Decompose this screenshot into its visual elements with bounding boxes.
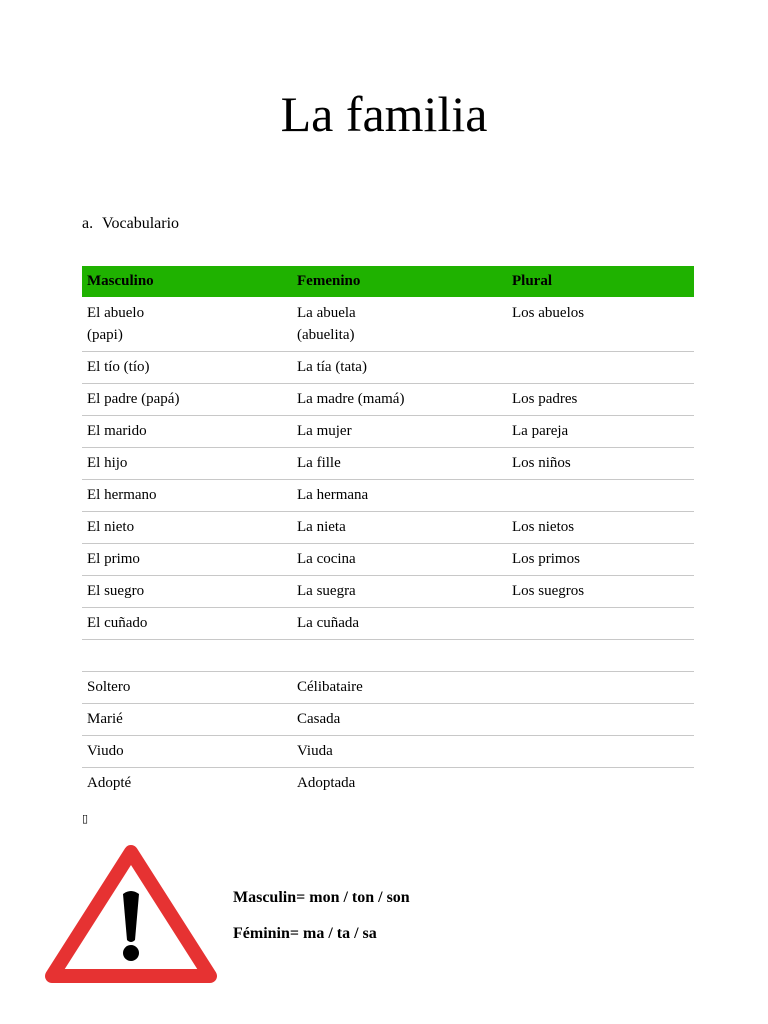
table-cell: El suegro [82, 575, 292, 607]
masculine-rule: Masculin= mon / ton / son [233, 889, 410, 906]
placeholder-glyph: ▯ [82, 812, 89, 825]
table-cell [507, 767, 694, 799]
table-cell [292, 297, 507, 351]
column-header: Plural [507, 266, 694, 297]
table-row [82, 297, 694, 351]
cell-line: El abuelo [87, 305, 145, 321]
table-cell: La madre (mamá) [292, 383, 507, 415]
table-cell: La hermana [292, 479, 507, 511]
table-cell: El tío (tío) [82, 351, 292, 383]
table-cell: Los nietos [507, 511, 694, 543]
table-cell: Viudo [82, 735, 292, 767]
cell-line: (papi) [87, 327, 123, 343]
table-cell: Los padres [507, 383, 694, 415]
table-cell: El nieto [82, 511, 292, 543]
table-cell: Los primos [507, 543, 694, 575]
feminine-rule: Féminin= ma / ta / sa [233, 925, 377, 942]
warning-triangle-icon [44, 842, 218, 985]
table-cell: La cuñada [292, 607, 507, 639]
table-cell: Adopté [87, 775, 132, 792]
table-cell: El padre (papá) [82, 383, 292, 415]
table-cell: La fille [292, 447, 507, 479]
table-cell: La cocina [292, 543, 507, 575]
section-marker: a. [82, 215, 94, 232]
table-cell: Soltero [82, 671, 292, 703]
column-header: Masculino [82, 266, 292, 297]
table-row [82, 351, 694, 383]
table-cell: Marié [82, 703, 292, 735]
table-row-empty [82, 639, 694, 671]
table-cell: El primo [82, 543, 292, 575]
table-cell: Adoptada [297, 775, 356, 792]
table-cell [507, 479, 694, 511]
table-cell [292, 639, 507, 671]
table-header-row [82, 266, 694, 297]
table-cell: Los suegros [507, 575, 694, 607]
table-row [82, 415, 694, 447]
table-row [82, 447, 694, 479]
table-cell [507, 351, 694, 383]
table-cell: La mujer [292, 415, 507, 447]
table-cell: El cuñado [82, 607, 292, 639]
table-cell: La pareja [507, 415, 694, 447]
table-cell: Viuda [292, 735, 507, 767]
table-row [82, 575, 694, 607]
table-cell [507, 639, 694, 671]
table-cell: Los niños [507, 447, 694, 479]
table-row [82, 703, 694, 735]
table-cell: Los abuelos [507, 297, 694, 351]
column-header: Femenino [292, 266, 507, 297]
table-row [82, 671, 694, 703]
table-row [82, 383, 694, 415]
section-label: Vocabulario [102, 215, 180, 232]
table-cell [507, 735, 694, 767]
table-row [82, 479, 694, 511]
page-title: La familia [280, 86, 488, 142]
table-cell [82, 639, 292, 671]
cell-line: (abuelita) [297, 327, 355, 343]
table-cell: La suegra [292, 575, 507, 607]
table-cell: El marido [82, 415, 292, 447]
cell-line: La abuela [297, 305, 356, 321]
table-row [82, 735, 694, 767]
table-cell: Casada [292, 703, 507, 735]
table-row [82, 543, 694, 575]
table-row [82, 767, 694, 799]
table-cell [82, 297, 292, 351]
table-cell: El hermano [82, 479, 292, 511]
table-cell: La tía (tata) [292, 351, 507, 383]
table-cell: Célibataire [292, 671, 507, 703]
table-cell [507, 703, 694, 735]
table-cell: El hijo [82, 447, 292, 479]
table-row [82, 511, 694, 543]
table-row [82, 607, 694, 639]
table-cell [507, 671, 694, 703]
table-cell: La nieta [292, 511, 507, 543]
table-cell [507, 607, 694, 639]
section-heading [82, 213, 179, 235]
vocabulary-table [82, 266, 694, 799]
